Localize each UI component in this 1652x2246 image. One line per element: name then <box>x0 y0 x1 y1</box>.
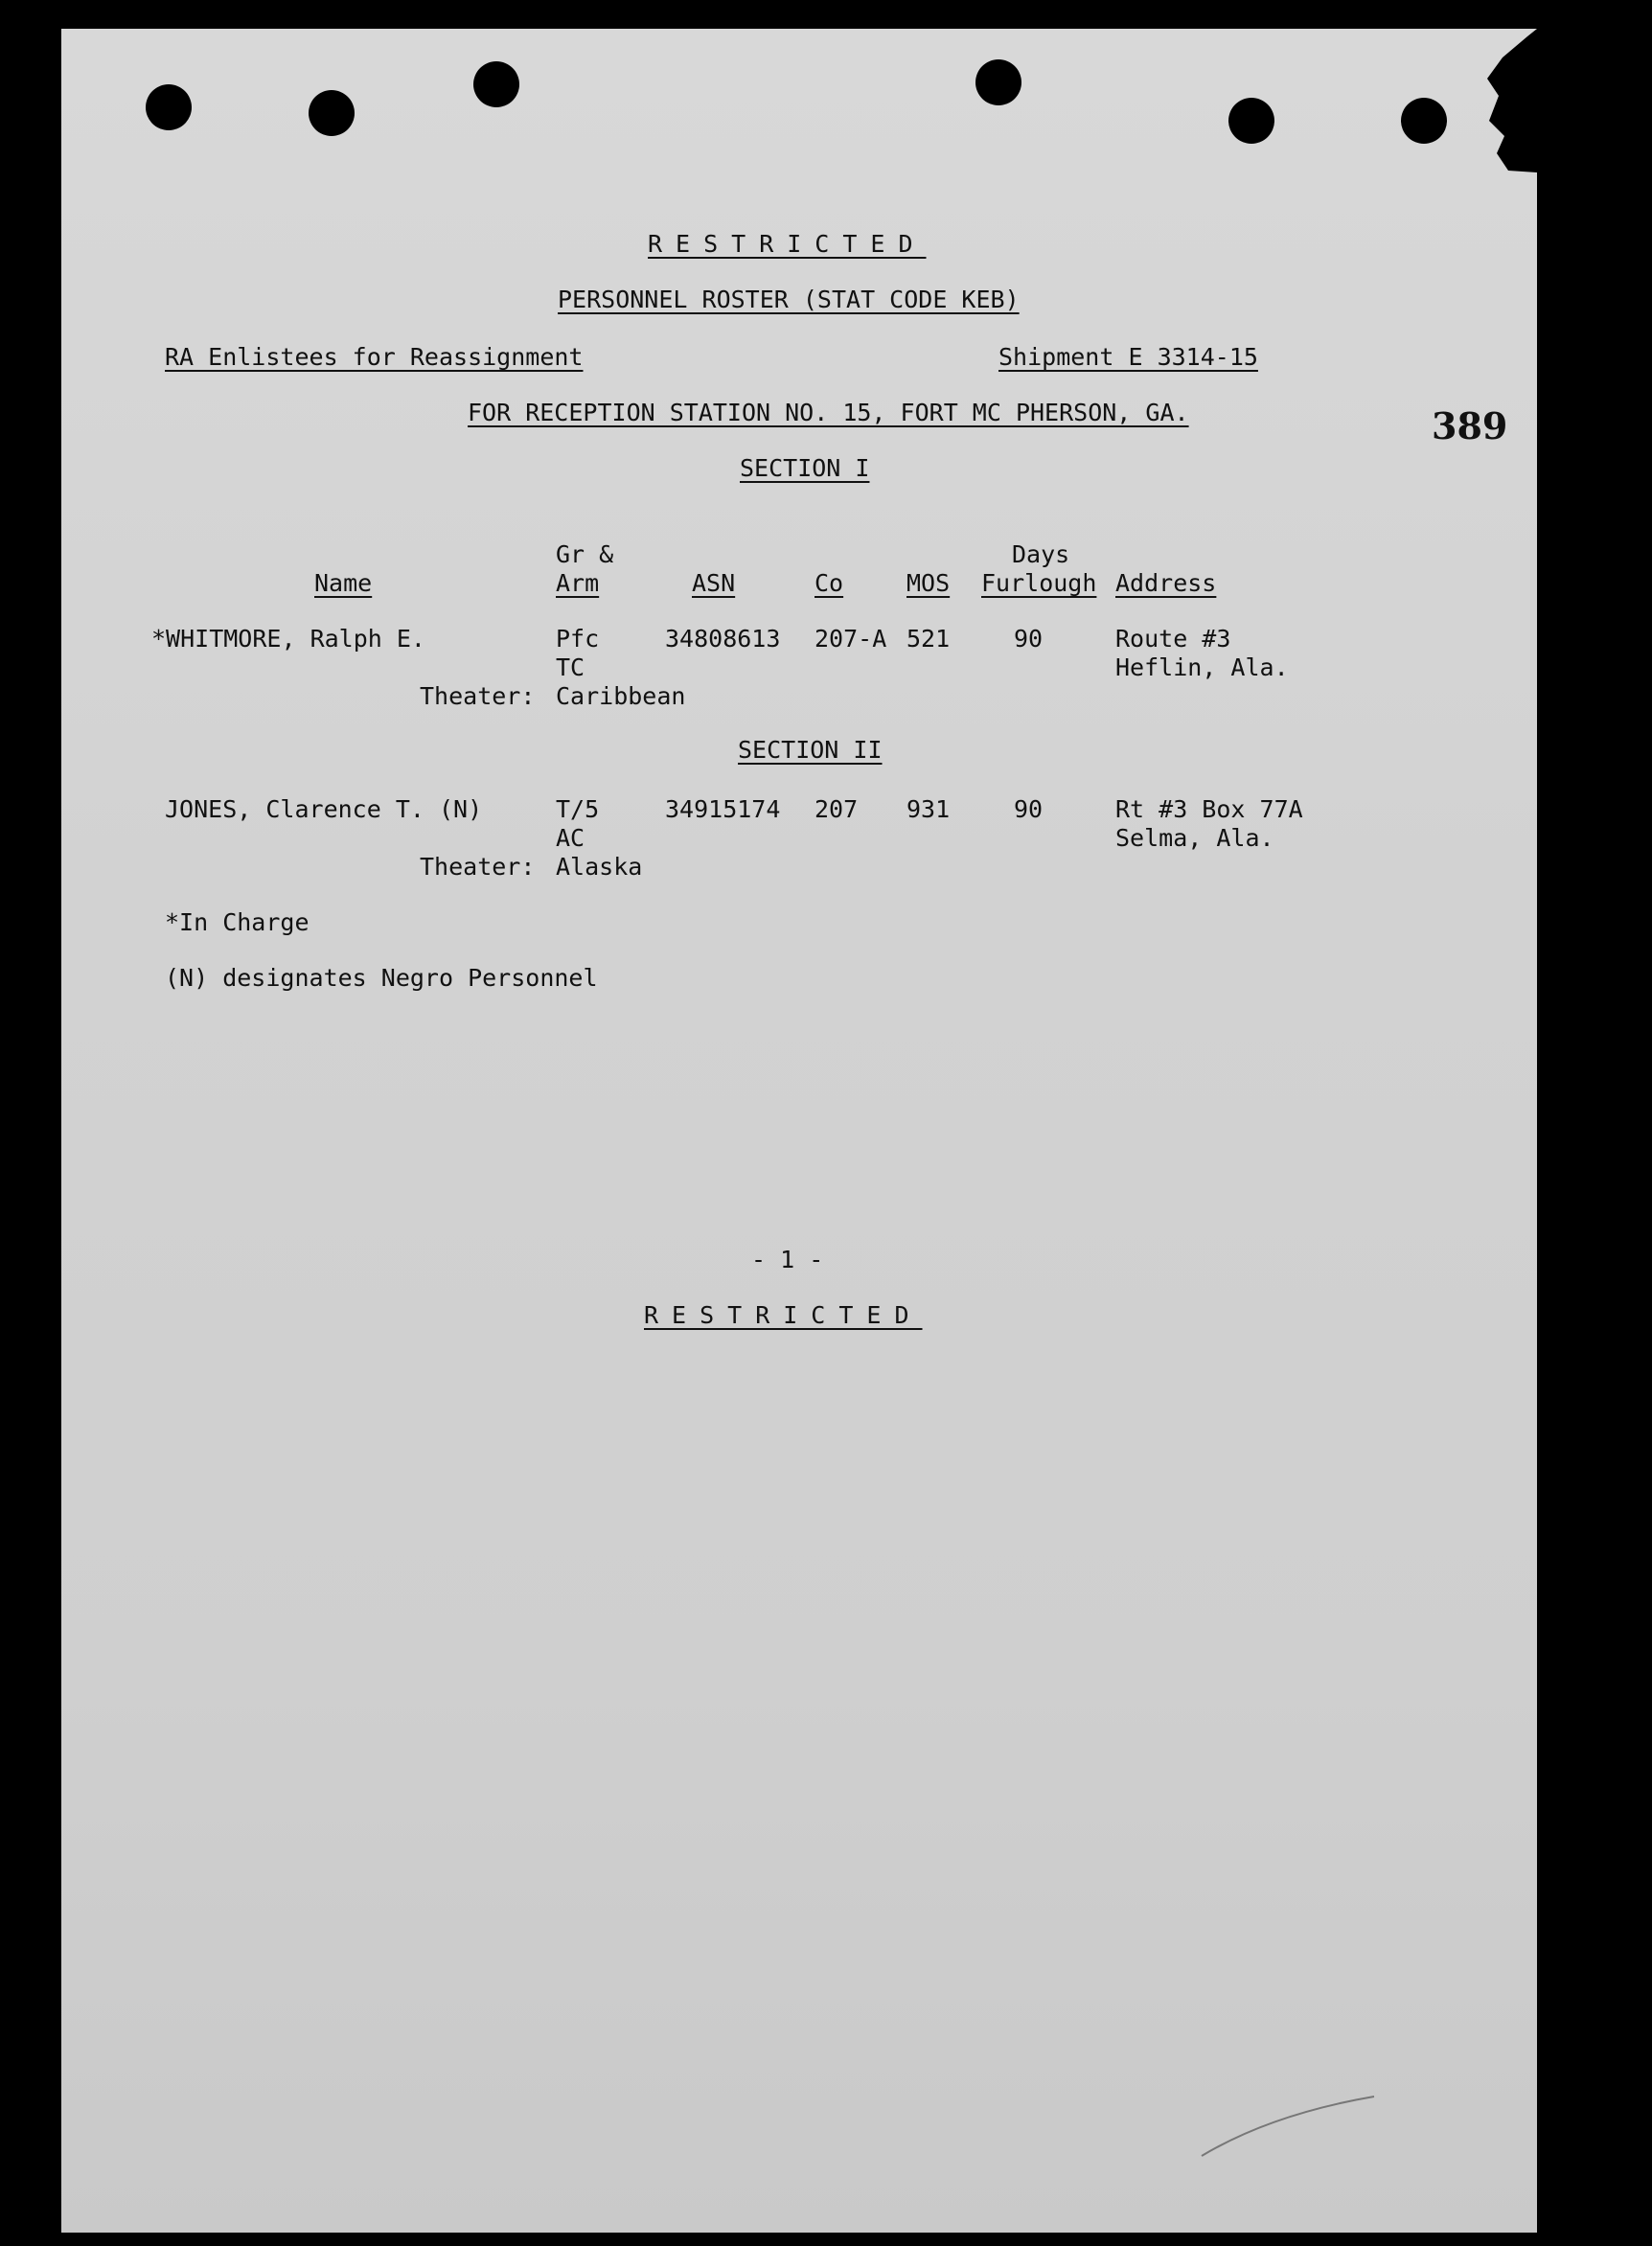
row-asn: 34915174 <box>665 795 781 823</box>
row-theater: Caribbean <box>556 682 686 710</box>
row-theater: Alaska <box>556 853 643 881</box>
shipment-number: Shipment E 3314-15 <box>998 343 1258 371</box>
page-stamp: 389 <box>1432 404 1508 447</box>
binder-hole <box>146 84 192 130</box>
row-co: 207 <box>815 795 859 823</box>
row-address-1: Rt #3 Box 77A <box>1115 795 1303 823</box>
column-header-name: Name <box>314 569 373 597</box>
row-co: 207-A <box>815 625 887 653</box>
classification-bottom: RESTRICTED <box>644 1301 923 1329</box>
designation-note: (N) designates Negro Personnel <box>165 964 598 992</box>
row-arm: AC <box>556 824 585 852</box>
section-title: SECTION I <box>740 454 870 482</box>
row-address-1: Route #3 <box>1115 625 1231 653</box>
row-mos: 521 <box>906 625 951 653</box>
classification-top: RESTRICTED <box>648 230 927 258</box>
document-page <box>61 29 1537 2233</box>
binder-hole <box>1228 98 1274 144</box>
row-mos: 931 <box>906 795 951 823</box>
binder-hole <box>1401 98 1447 144</box>
column-header-address: Address <box>1115 569 1217 597</box>
row-address-2: Heflin, Ala. <box>1115 653 1289 681</box>
column-header-days-bottom: Furlough <box>981 569 1097 597</box>
in-charge-note: *In Charge <box>165 908 310 936</box>
column-header-mos: MOS <box>906 569 951 597</box>
row-arm: TC <box>556 653 585 681</box>
column-header-asn: ASN <box>692 569 736 597</box>
column-header-co: Co <box>815 569 844 597</box>
row-grade: T/5 <box>556 795 600 823</box>
pencil-mark <box>1192 2089 1384 2166</box>
binder-hole <box>309 90 355 136</box>
row-theater-label: Theater: <box>420 682 536 710</box>
row-address-2: Selma, Ala. <box>1115 824 1274 852</box>
row-grade: Pfc <box>556 625 600 653</box>
section-title: SECTION II <box>738 736 883 764</box>
binder-hole <box>473 61 519 107</box>
column-header-gr-arm-top: Gr & <box>556 540 614 568</box>
binder-hole <box>975 59 1021 105</box>
column-header-days-top: Days <box>1012 540 1070 568</box>
page-number: - 1 - <box>751 1246 824 1273</box>
row-theater-label: Theater: <box>420 853 536 881</box>
row-days: 90 <box>1014 795 1044 823</box>
station-line: FOR RECEPTION STATION NO. 15, FORT MC PHERSON, GA. <box>468 399 1189 426</box>
torn-corner <box>1441 29 1537 182</box>
row-name: JONES, Clarence T. (N) <box>165 795 483 823</box>
left-subtitle: RA Enlistees for Reassignment <box>165 343 584 371</box>
column-header-gr-arm-bottom: Arm <box>556 569 600 597</box>
row-days: 90 <box>1014 625 1044 653</box>
row-asn: 34808613 <box>665 625 781 653</box>
row-name: *WHITMORE, Ralph E. <box>151 625 425 653</box>
document-title: PERSONNEL ROSTER (STAT CODE KEB) <box>558 286 1020 313</box>
